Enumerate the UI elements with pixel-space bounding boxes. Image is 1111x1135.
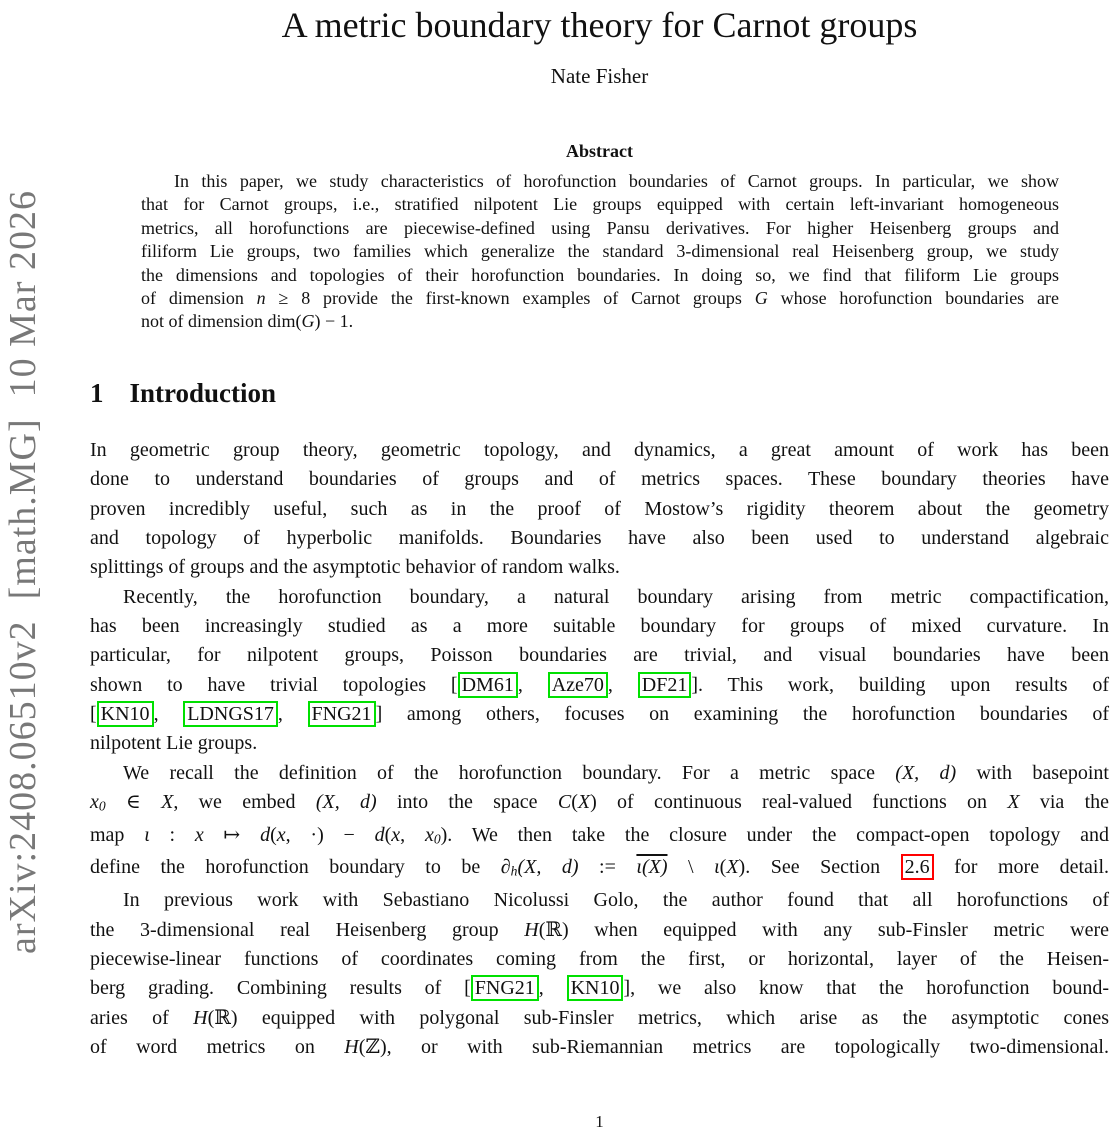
section-title: Introduction: [129, 378, 277, 408]
math-inline: X: [577, 790, 591, 813]
text-run: (: [270, 823, 277, 846]
text-line: [90, 821, 1109, 854]
text-run: [: [90, 702, 97, 725]
text-run: In geometric group theory, geometric topology, and dynamics, a great amount of work has been: [90, 439, 1109, 461]
text-run: via the: [1019, 790, 1110, 813]
citation-link[interactable]: Aze70: [548, 672, 608, 698]
text-line: [141, 264, 1059, 287]
text-run: proven incredibly useful, such as in the proof of Mostow’s rigidity theorem about the geometry: [90, 497, 1109, 520]
text-line: [90, 974, 1109, 1003]
text-run: the dimensions and topologies of their horofunction boundaries. In doing so, we find that filiform Lie groups: [141, 264, 1059, 285]
abstract-heading: Abstract: [566, 141, 633, 161]
text-line: [90, 853, 1109, 886]
text-run: ,: [538, 977, 567, 1000]
math-inline: X: [1007, 790, 1020, 813]
text-line: [90, 916, 1109, 945]
text-run: for more detail.: [933, 856, 1110, 879]
text-run: has been increasingly studied as a more suitable boundary for groups of mixed curvature. In: [90, 614, 1109, 637]
text-run: done to understand boundaries of groups and of metrics spaces. These boundary theories have: [90, 468, 1109, 491]
paper-title: A metric boundary theory for Carnot groups: [281, 5, 918, 45]
citation-link[interactable]: DM61: [458, 672, 518, 698]
text-run: (: [384, 823, 392, 846]
math-inline: G: [301, 311, 315, 332]
text-line: [90, 1033, 1109, 1062]
text-run: :=: [578, 856, 637, 879]
math-inline: x: [276, 823, 286, 846]
math-inline: X: [161, 790, 174, 813]
text-run: splittings of groups and the asymptotic behavior of random walks.: [90, 556, 620, 579]
paragraph: [90, 886, 1109, 1062]
math-inline: ι: [714, 856, 720, 879]
math-inline: x: [424, 823, 434, 846]
text-run: ). We then take the closure under the compact-open topology and: [440, 823, 1110, 846]
text-line: [90, 886, 1109, 915]
text-line: [90, 945, 1109, 974]
math-inline: G: [754, 288, 768, 309]
text-line: [90, 1004, 1109, 1033]
text-run: \: [667, 856, 715, 879]
math-subscript: h: [510, 863, 518, 879]
math-inline: (X, d): [315, 790, 377, 813]
text-line: [90, 524, 1109, 553]
text-line: [90, 436, 1109, 465]
section-ref-link[interactable]: 2.6: [901, 854, 934, 880]
text-run: metrics, all horofunctions are piecewise-defined using Pansu derivatives. For higher Heisenberg groups and: [141, 217, 1059, 238]
text-run: ) − 1.: [314, 311, 354, 332]
introduction-body: [90, 436, 1109, 1062]
math-inline: x: [391, 823, 401, 846]
text-line: [141, 310, 1059, 333]
text-run: (ℝ) when equipped with any sub-Finsler metric were: [538, 918, 1109, 941]
text-run: In this paper, we study characteristics of horofunction boundaries of Carnot groups. In particular, we show: [174, 171, 1059, 191]
text-run: ,: [153, 702, 184, 725]
text-run: berg grading. Combining results of [: [90, 977, 471, 1000]
citation-link[interactable]: FNG21: [471, 975, 539, 1001]
citation-link[interactable]: KN10: [567, 975, 624, 1001]
text-line: [90, 729, 1109, 758]
text-run: ,: [517, 673, 548, 696]
text-run: map: [90, 823, 145, 846]
text-run: :: [149, 823, 195, 846]
text-run: (: [571, 790, 578, 813]
text-run: ] among others, focuses on examining the horofunction boundaries of: [375, 702, 1109, 725]
text-line: [141, 240, 1059, 263]
text-line: [90, 671, 1109, 700]
citation-link[interactable]: DF21: [638, 672, 692, 698]
math-overline: ι(X): [636, 856, 668, 879]
citation-link[interactable]: FNG21: [308, 701, 376, 727]
math-inline: H: [344, 1035, 359, 1058]
text-line: [90, 583, 1109, 612]
text-line: [90, 612, 1109, 641]
page-number: 1: [595, 1112, 604, 1131]
text-run: Recently, the horofunction boundary, a natural boundary arising from metric compactification,: [123, 585, 1109, 608]
text-run: that for Carnot groups, i.e., stratified nilpotent Lie groups equipped with certain left-invariant homogeneous: [141, 194, 1059, 215]
text-run: ∈: [105, 790, 162, 813]
math-inline: x: [90, 790, 99, 813]
text-run: ,: [607, 673, 638, 696]
text-line: [90, 700, 1109, 729]
text-run: In previous work with Sebastiano Nicolussi Golo, the author found that all horofunctions of: [123, 889, 1109, 912]
text-run: ,: [400, 823, 425, 846]
text-run: of word metrics on: [90, 1035, 345, 1058]
section-number: 1: [90, 378, 104, 408]
text-line: [90, 465, 1109, 494]
math-inline: x: [194, 823, 204, 846]
citation-link[interactable]: KN10: [97, 701, 154, 727]
math-inline: d: [374, 823, 385, 846]
text-run: ,: [277, 702, 308, 725]
abstract-text: [141, 170, 1059, 334]
text-run: (ℝ) equipped with polygonal sub-Finsler metrics, which arise as the asymptotic cones: [207, 1006, 1109, 1029]
text-run: nilpotent Lie groups.: [90, 732, 258, 755]
math-inline: (X, d): [895, 761, 957, 784]
text-run: with basepoint: [956, 761, 1109, 784]
text-run: the 3-dimensional real Heisenberg group: [90, 918, 525, 941]
text-line: [90, 759, 1109, 788]
text-line: [141, 287, 1059, 310]
math-inline: d: [260, 823, 271, 846]
text-run: We recall the definition of the horofunction boundary. For a metric space: [123, 761, 896, 784]
text-line: [141, 170, 1059, 193]
arxiv-stamp: arXiv:2408.06510v2 [math.MG] 10 Mar 2026: [2, 190, 44, 954]
text-line: [90, 495, 1109, 524]
text-run: ↦: [203, 823, 261, 846]
math-inline: C: [557, 790, 572, 813]
text-run: aries of: [90, 1006, 194, 1029]
text-run: into the space: [376, 790, 558, 813]
text-run: (: [719, 856, 727, 879]
math-inline: (X, d): [517, 856, 579, 879]
text-run: shown to have trivial topologies [: [90, 673, 458, 696]
section-heading: [90, 374, 276, 412]
text-run: particular, for nilpotent groups, Poisson boundaries are trivial, and visual boundaries have been: [90, 644, 1109, 667]
text-run: ). See Section: [738, 856, 901, 879]
text-run: (ℤ), or with sub-Riemannian metrics are topologically two-dimensional.: [358, 1035, 1109, 1058]
math-inline: X: [726, 856, 739, 879]
paragraph: [90, 583, 1109, 759]
paragraph: [90, 436, 1109, 583]
math-subscript: 0: [433, 831, 441, 847]
text-line: [90, 553, 1109, 582]
text-run: ) of continuous real-valued functions on: [590, 790, 1008, 813]
text-run: ], we also know that the horofunction bound-: [623, 977, 1109, 1000]
text-run: , we embed: [173, 790, 316, 813]
math-subscript: 0: [98, 798, 106, 814]
text-run: piecewise-linear functions of coordinates coming from the first, or horizontal, layer of the Heisen-: [90, 947, 1109, 970]
author-name: Nate Fisher: [550, 64, 649, 88]
text-run: ≥ 8 provide the first-known examples of Carnot groups: [265, 288, 755, 309]
math-inline: H: [524, 918, 539, 941]
text-run: define the horofunction boundary to be: [90, 856, 501, 879]
math-inline: n: [256, 288, 266, 309]
math-inline: ι: [144, 823, 150, 846]
text-run: whose horofunction boundaries are: [767, 288, 1059, 309]
text-run: not of dimension dim(: [141, 311, 302, 332]
text-line: [90, 788, 1109, 821]
text-run: ]. This work, building upon results of: [691, 673, 1109, 696]
text-line: [141, 217, 1059, 240]
text-line: [141, 193, 1059, 216]
paragraph: [90, 759, 1109, 887]
text-line: [90, 641, 1109, 670]
text-run: of dimension: [141, 288, 257, 309]
text-run: filiform Lie groups, two families which generalize the standard 3-dimensional real Heisenberg group, we study: [141, 241, 1059, 262]
text-run: , ·) −: [285, 823, 375, 846]
math-inline: H: [193, 1006, 208, 1029]
math-inline: ∂: [500, 856, 511, 879]
text-run: and topology of hyperbolic manifolds. Boundaries have also been used to understand algebraic: [90, 526, 1109, 549]
citation-link[interactable]: LDNGS17: [183, 701, 278, 727]
